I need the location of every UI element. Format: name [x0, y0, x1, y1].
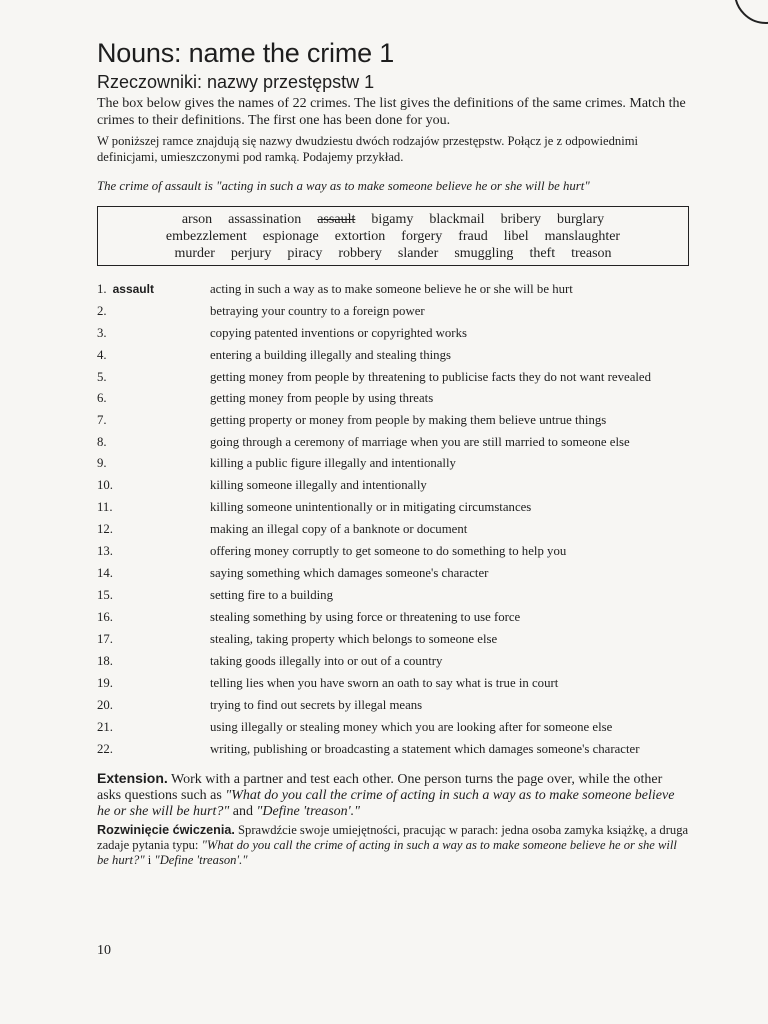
definition-text: taking goods illegally into or out of a country — [210, 654, 443, 668]
definition-number: 18. — [97, 654, 113, 668]
definition-item — [97, 633, 689, 646]
crime-box-row — [104, 228, 682, 245]
crime-word: extortion — [334, 229, 386, 244]
crime-word: treason — [571, 246, 612, 261]
definition-number: 10. — [97, 478, 113, 492]
crime-word: burglary — [557, 212, 605, 227]
extension-text: Work with a partner and test each other. One person turns the page over, while the other asks questions such as — [97, 772, 663, 803]
example-sentence: The crime of assault is "acting in such a way as to make someone believe he or she will be hurt" — [97, 179, 590, 193]
definition-text: stealing something by using force or threatening to use force — [210, 610, 521, 624]
definition-text: getting money from people by threatening to publicise facts they do not want revealed — [210, 370, 652, 384]
crime-word: bribery — [500, 212, 541, 227]
definitions-list — [97, 283, 689, 756]
definition-text: using illegally or stealing money which you are looking after for someone else — [210, 720, 613, 734]
definition-text: saying something which damages someone's character — [210, 566, 489, 580]
definition-item — [97, 501, 689, 514]
rozwiniecie-quote-2: "Define 'treason'." — [154, 853, 248, 867]
definition-item — [97, 655, 689, 668]
extension-and: and — [229, 804, 257, 819]
definition-text: telling lies when you have sworn an oath to say what is true in court — [210, 676, 559, 690]
definition-number: 19. — [97, 676, 113, 690]
definition-number-cell — [97, 699, 210, 712]
definition-number-cell — [97, 633, 210, 646]
definition-text: killing someone illegally and intentionally — [210, 478, 427, 492]
rozwiniecie-label: Rozwinięcie ćwiczenia. — [97, 823, 235, 837]
definition-number: 9. — [97, 456, 107, 470]
crime-word: smuggling — [454, 246, 514, 261]
definition-item — [97, 699, 689, 712]
definition-number: 20. — [97, 698, 113, 712]
rozwiniecie-text: Sprawdźcie swoje umiejętności, pracując w parach: jedna osoba zamyka książkę, a druga zadaje pytania typu: — [97, 823, 689, 852]
definition-number-cell — [97, 545, 210, 558]
definition-item — [97, 479, 689, 492]
definition-item — [97, 611, 689, 624]
extension-label: Extension. — [97, 770, 168, 786]
definition-number-cell — [97, 327, 210, 340]
definition-item — [97, 567, 689, 580]
crime-word: embezzlement — [165, 229, 247, 244]
worksheet-page — [97, 36, 689, 868]
crime-box-row — [104, 245, 682, 262]
definition-number-cell — [97, 567, 210, 580]
definition-item — [97, 327, 689, 340]
definition-item — [97, 545, 689, 558]
definition-text: writing, publishing or broadcasting a statement which damages someone's character — [210, 742, 640, 756]
crime-word: espionage — [262, 229, 319, 244]
definition-number-cell — [97, 392, 210, 405]
extension-quote: "What do you call the crime of acting in such a way as to make someone believe he or she will be hurt?" — [97, 788, 675, 819]
definition-number: 7. — [97, 413, 107, 427]
definition-item — [97, 392, 689, 405]
extension-paragraph — [97, 770, 689, 820]
definition-text: copying patented inventions or copyrighted works — [210, 326, 467, 340]
definition-number: 1. — [97, 282, 107, 296]
definition-number-cell — [97, 479, 210, 492]
definition-number: 11. — [97, 500, 113, 514]
definition-item — [97, 414, 689, 427]
definition-item — [97, 589, 689, 602]
definition-number: 17. — [97, 632, 113, 646]
definition-number-cell — [97, 501, 210, 514]
definition-text: going through a ceremony of marriage when you are still married to someone else — [210, 435, 630, 449]
definition-text: making an illegal copy of a banknote or document — [210, 522, 468, 536]
crime-word: piracy — [287, 246, 323, 261]
extension-quote-2: "Define 'treason'." — [256, 804, 361, 819]
definition-number: 4. — [97, 348, 107, 362]
definition-number-cell — [97, 349, 210, 362]
crime-word: libel — [503, 229, 529, 244]
definition-number-cell — [97, 743, 210, 756]
definition-text: stealing, taking property which belongs to someone else — [210, 632, 498, 646]
definition-item — [97, 436, 689, 449]
definition-item — [97, 743, 689, 756]
definition-item — [97, 523, 689, 536]
crime-word: slander — [397, 246, 439, 261]
definition-number-cell — [97, 436, 210, 449]
crime-word-box — [97, 206, 689, 266]
definition-item — [97, 677, 689, 690]
definition-number-cell — [97, 721, 210, 734]
definition-number-cell — [97, 655, 210, 668]
page-number: 10 — [97, 943, 111, 958]
definition-text: betraying your country to a foreign power — [210, 304, 425, 318]
crime-word: fraud — [458, 229, 488, 244]
crime-word: manslaughter — [544, 229, 621, 244]
rozwiniecie-and: i — [144, 853, 155, 867]
definition-text: entering a building illegally and stealing things — [210, 348, 451, 362]
definition-number: 5. — [97, 370, 107, 384]
crime-word: blackmail — [429, 212, 485, 227]
definition-number: 22. — [97, 742, 113, 756]
crime-word: forgery — [401, 229, 443, 244]
definition-item — [97, 457, 689, 470]
definition-text: killing someone unintentionally or in mitigating circumstances — [210, 500, 532, 514]
definition-item — [97, 349, 689, 362]
definition-number-cell — [97, 611, 210, 624]
definition-number-cell — [97, 414, 210, 427]
definition-number-cell — [97, 523, 210, 536]
definition-number: 8. — [97, 435, 107, 449]
definition-number: 13. — [97, 544, 113, 558]
crime-word: murder — [174, 246, 215, 261]
definition-number: 3. — [97, 326, 107, 340]
definition-item — [97, 371, 689, 384]
definition-number-cell — [97, 677, 210, 690]
definition-number: 6. — [97, 391, 107, 405]
crime-word: bigamy — [371, 212, 414, 227]
definition-text: killing a public figure illegally and intentionally — [210, 456, 456, 470]
definition-number-cell — [97, 305, 210, 318]
definition-text: acting in such a way as to make someone believe he or she will be hurt — [210, 282, 573, 296]
definition-text: getting money from people by using threats — [210, 391, 434, 405]
definition-number-cell — [97, 589, 210, 602]
crime-word: arson — [181, 212, 213, 227]
definition-answer: assault — [112, 282, 154, 296]
intro-english: The box below gives the names of 22 crimes. The list gives the definitions of the same crimes. Match the crimes to their definitions. The first one has been done for you. — [97, 96, 686, 128]
definition-text: getting property or money from people by making them believe untrue things — [210, 413, 607, 427]
definition-item — [97, 721, 689, 734]
page-subtitle: Rzeczowniki: nazwy przestępstw 1 — [97, 72, 375, 92]
crime-word: theft — [529, 246, 556, 261]
crime-word: assassination — [228, 212, 302, 227]
page-corner-mark — [734, 0, 768, 24]
definition-text: setting fire to a building — [210, 588, 333, 602]
definition-number: 16. — [97, 610, 113, 624]
definition-text: offering money corruptly to get someone to do something to help you — [210, 544, 567, 558]
definition-item — [97, 283, 689, 296]
crime-word: assault — [317, 212, 356, 227]
rozwiniecie-paragraph — [97, 823, 689, 868]
crime-word: robbery — [338, 246, 382, 261]
definition-number: 2. — [97, 304, 107, 318]
definition-text: trying to find out secrets by illegal means — [210, 698, 423, 712]
crime-word: perjury — [230, 246, 272, 261]
definition-item — [97, 305, 689, 318]
rozwiniecie-quote: "What do you call the crime of acting in such a way as to make someone believe he or she will be hurt?" — [97, 838, 677, 867]
intro-polish: W poniższej ramce znajdują się nazwy dwudziestu dwóch rodzajów przestępstw. Połącz je z odpowiednimi definicjami, umieszczonymi pod ramką. Podajemy przykład. — [97, 134, 639, 164]
definition-number: 21. — [97, 720, 113, 734]
definition-number-cell — [97, 457, 210, 470]
crime-box-row — [104, 211, 682, 228]
definition-number: 15. — [97, 588, 113, 602]
page-title: Nouns: name the crime 1 — [97, 38, 395, 68]
definition-number-cell — [97, 283, 210, 296]
definition-number: 12. — [97, 522, 113, 536]
definition-number: 14. — [97, 566, 113, 580]
definition-number-cell — [97, 371, 210, 384]
